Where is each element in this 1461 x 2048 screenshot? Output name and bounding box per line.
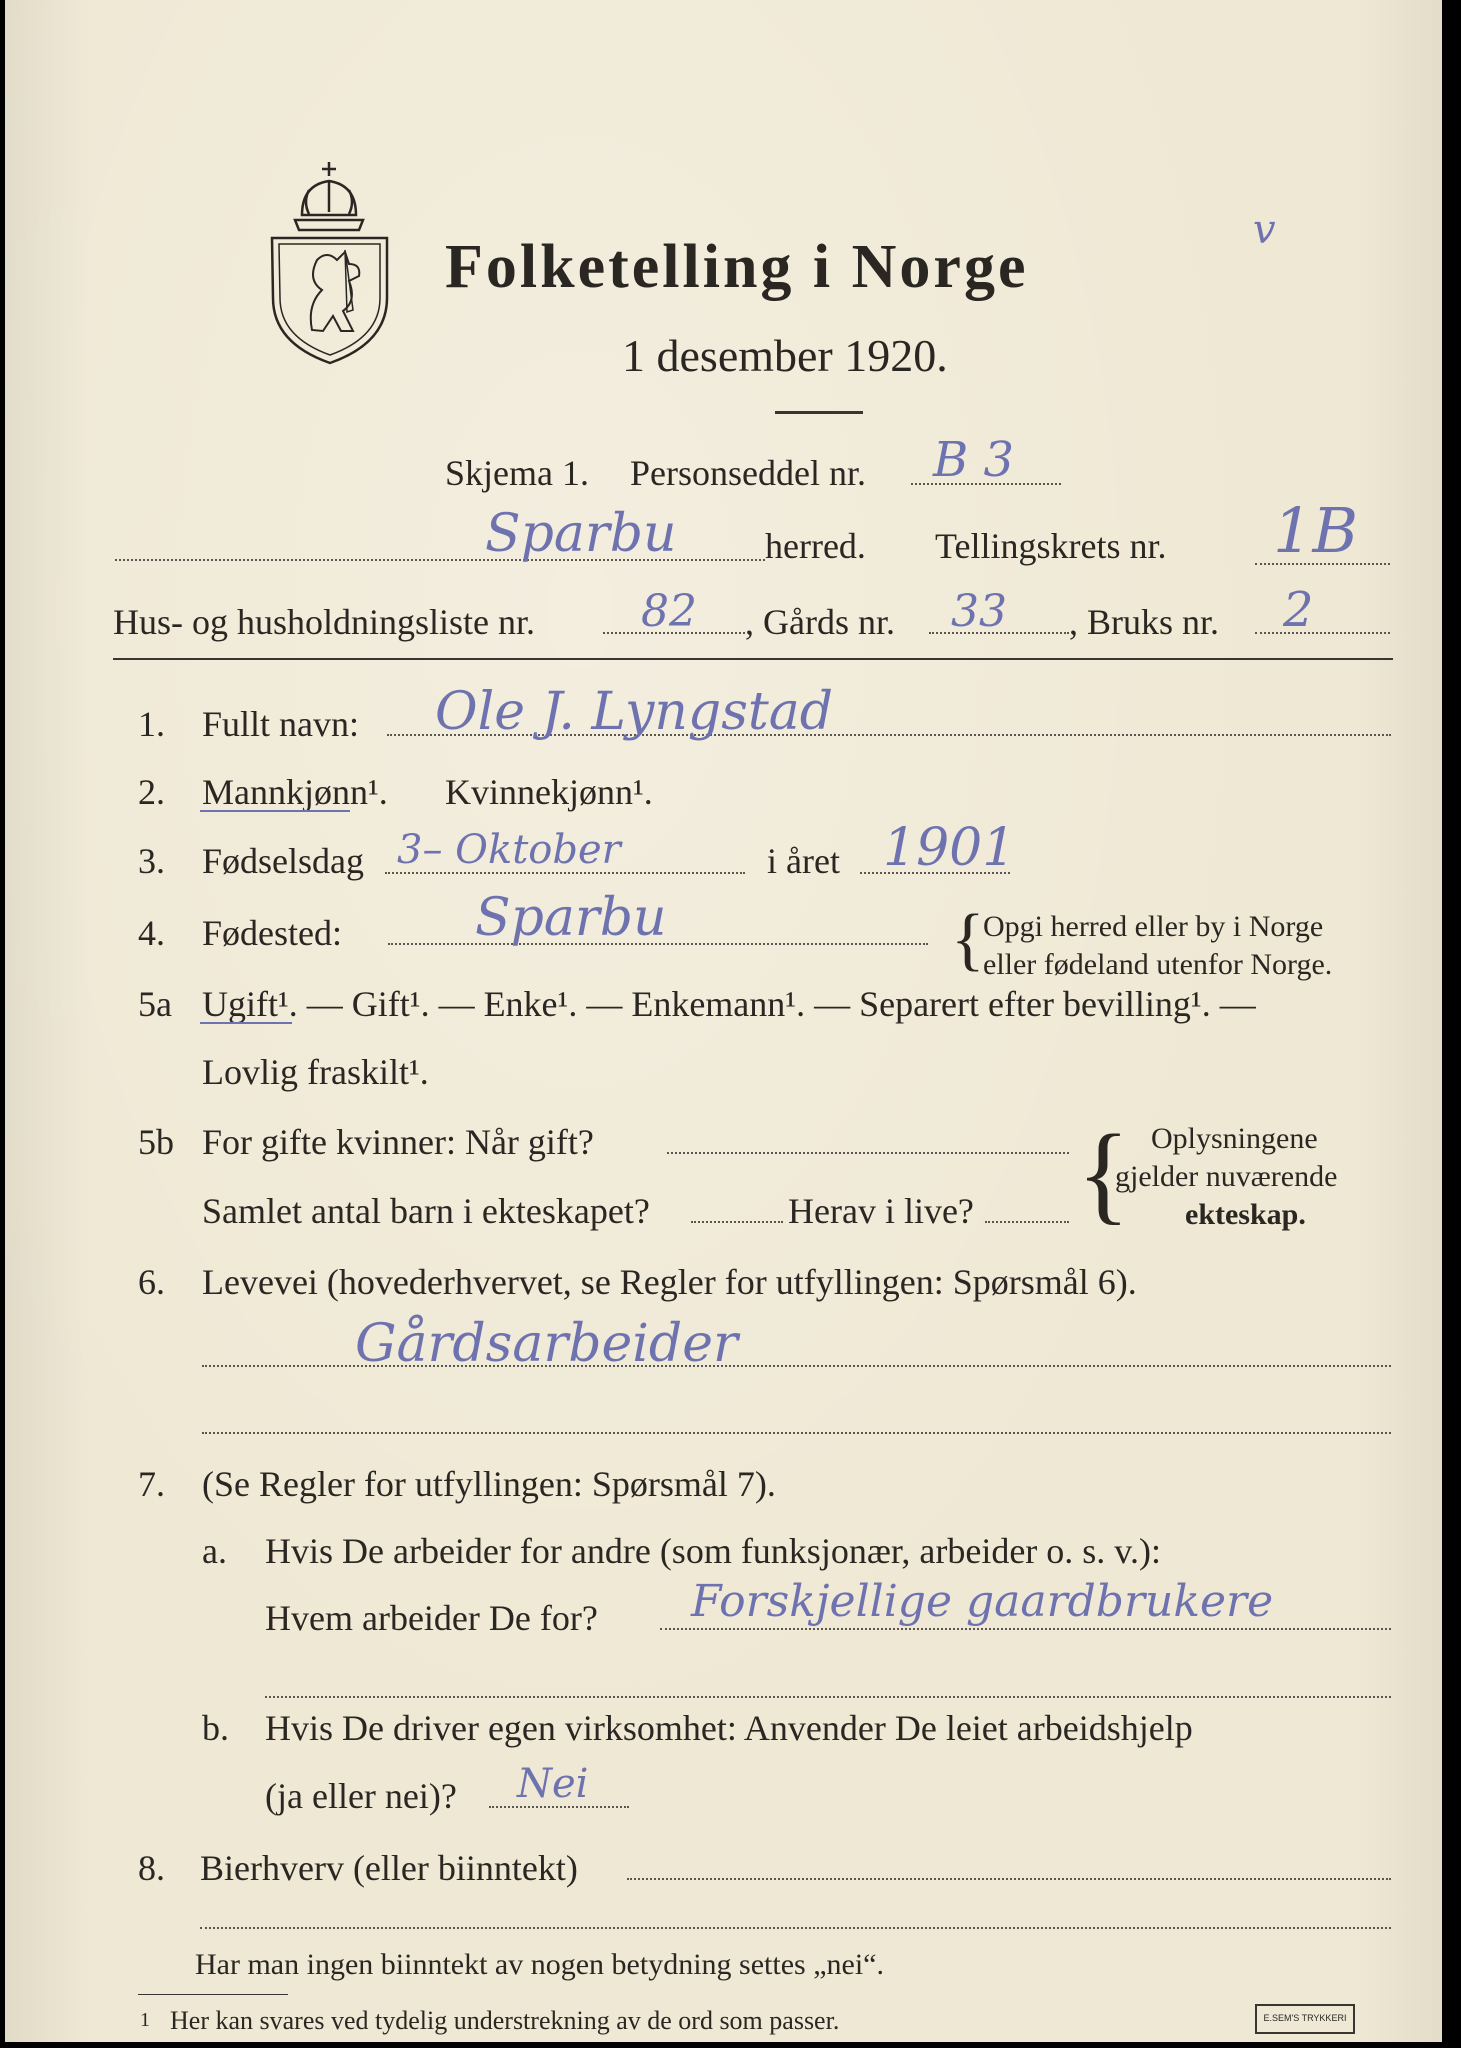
q7-label: (Se Regler for utfyllingen: Spørsmål 7). — [202, 1464, 776, 1504]
q8-line2 — [200, 1927, 1391, 1929]
hus-label: Hus- og husholdningsliste nr. — [113, 602, 536, 642]
footnote-rule — [138, 1994, 288, 1995]
herred-value: Sparbu — [485, 504, 677, 564]
q5b-note1: Oplysningene — [1151, 1122, 1318, 1155]
q7a-number: a. — [202, 1531, 227, 1571]
hus-value: 82 — [641, 586, 697, 637]
q6-value: Gårdsarbeider — [355, 1314, 738, 1374]
q2-female: Kvinnekjønn¹. — [445, 772, 653, 812]
q3-number: 3. — [138, 841, 165, 881]
q5b-note2: gjelder nuværende — [1115, 1160, 1338, 1193]
printer-stamp — [1255, 2004, 1355, 2034]
q4-label: Fødested: — [202, 913, 342, 953]
q5b-when-line — [667, 1152, 1069, 1154]
q5b-number: 5b — [138, 1122, 174, 1162]
q8-label: Bierhverv (eller biinntekt) — [200, 1848, 578, 1888]
q6-label: Levevei (hovederhvervet, se Regler for utfyllingen: Spørsmål 6). — [202, 1262, 1137, 1302]
q7b-question: (ja eller nei)? — [265, 1776, 457, 1816]
q4-number: 4. — [138, 913, 165, 953]
q5b-label1: For gifte kvinner: Når gift? — [202, 1122, 594, 1162]
tellingskrets-label: Tellingskrets nr. — [935, 526, 1167, 566]
bruks-value: 2 — [1283, 582, 1314, 638]
section-divider — [113, 658, 1393, 660]
q1-value: Ole J. Lyngstad — [435, 682, 834, 742]
form-title: Folketelling i Norge — [445, 233, 1029, 301]
q5a-line2: Lovlig fraskilt¹. — [202, 1052, 429, 1092]
gards-label: , Gårds nr. — [745, 602, 895, 642]
gards-value: 33 — [951, 586, 1007, 637]
q2-male-underline — [200, 810, 350, 812]
q1-number: 1. — [138, 704, 165, 744]
q4-note-line2: eller fødeland utenfor Norge. — [983, 948, 1333, 981]
q2-male: Mannkjønn¹. — [202, 772, 388, 812]
bruks-line — [1255, 632, 1390, 634]
personseddel-label: Personseddel nr. — [630, 453, 866, 493]
q4-note-brace: { — [951, 901, 985, 978]
census-date: 1 desember 1920. — [622, 330, 948, 381]
q3-year-value: 1901 — [883, 818, 1016, 878]
footnote-text: Her kan svares ved tydelig understrekning av de ord som passer. — [170, 2006, 840, 2035]
q5b-children-line — [691, 1221, 783, 1223]
q7a-label: Hvis De arbeider for andre (som funksjonær, arbeider o. s. v.): — [265, 1531, 1161, 1571]
q7a-line — [660, 1628, 1391, 1630]
q5b-alive-line — [985, 1221, 1069, 1223]
footnote-number: 1 — [140, 2009, 150, 2031]
q7b-label: Hvis De driver egen virksomhet: Anvender De leiet arbeidshjelp — [265, 1708, 1193, 1748]
q7a-value: Forskjellige gaardbrukere — [691, 1576, 1274, 1627]
printer-stamp-text: E.SEM'S TRYKKERI — [1263, 2013, 1347, 2023]
personseddel-value: B 3 — [933, 432, 1015, 488]
footer-note: Har man ingen biinntekt av nogen betydning settes „nei“. — [195, 1948, 884, 1981]
header-divider — [775, 411, 863, 414]
q5a-ugift-underline — [200, 1022, 292, 1024]
check-mark: v — [1253, 207, 1276, 253]
q5b-note-brace: { — [1077, 1112, 1130, 1234]
q5b-label2: Samlet antal barn i ekteskapet? — [202, 1191, 650, 1231]
q7a-line2 — [265, 1696, 1391, 1698]
coat-of-arms-icon — [267, 160, 392, 365]
q4-value: Sparbu — [475, 888, 667, 948]
q4-note-line1: Opgi herred eller by i Norge — [983, 910, 1324, 943]
q7b-number: b. — [202, 1708, 229, 1748]
q3-value: 3– Oktober — [397, 827, 621, 873]
q5a-number: 5a — [138, 984, 172, 1024]
bruks-label: , Bruks nr. — [1069, 602, 1220, 642]
q7-number: 7. — [138, 1464, 165, 1504]
q1-label: Fullt navn: — [202, 704, 360, 744]
census-form-page — [5, 0, 1442, 2042]
tellingskrets-value: 1B — [1273, 494, 1359, 567]
skjema-label: Skjema 1. — [445, 453, 589, 493]
q3-year-label: i året — [767, 841, 840, 881]
herred-label: herred. — [765, 526, 866, 566]
q2-number: 2. — [138, 772, 165, 812]
q7a-question: Hvem arbeider De for? — [265, 1598, 598, 1638]
q3-label: Fødselsdag — [202, 841, 364, 881]
q7b-value: Nei — [517, 1761, 589, 1807]
q6-line2 — [202, 1432, 1391, 1434]
q8-line1 — [627, 1878, 1391, 1880]
q6-number: 6. — [138, 1262, 165, 1302]
q5b-label3: Herav i live? — [788, 1191, 974, 1231]
q5b-note3: ekteskap. — [1185, 1198, 1306, 1231]
q5a-line1: Ugift¹. — Gift¹. — Enke¹. — Enkemann¹. — Separert efter bevilling¹. — — [202, 984, 1256, 1024]
q8-number: 8. — [138, 1848, 165, 1888]
